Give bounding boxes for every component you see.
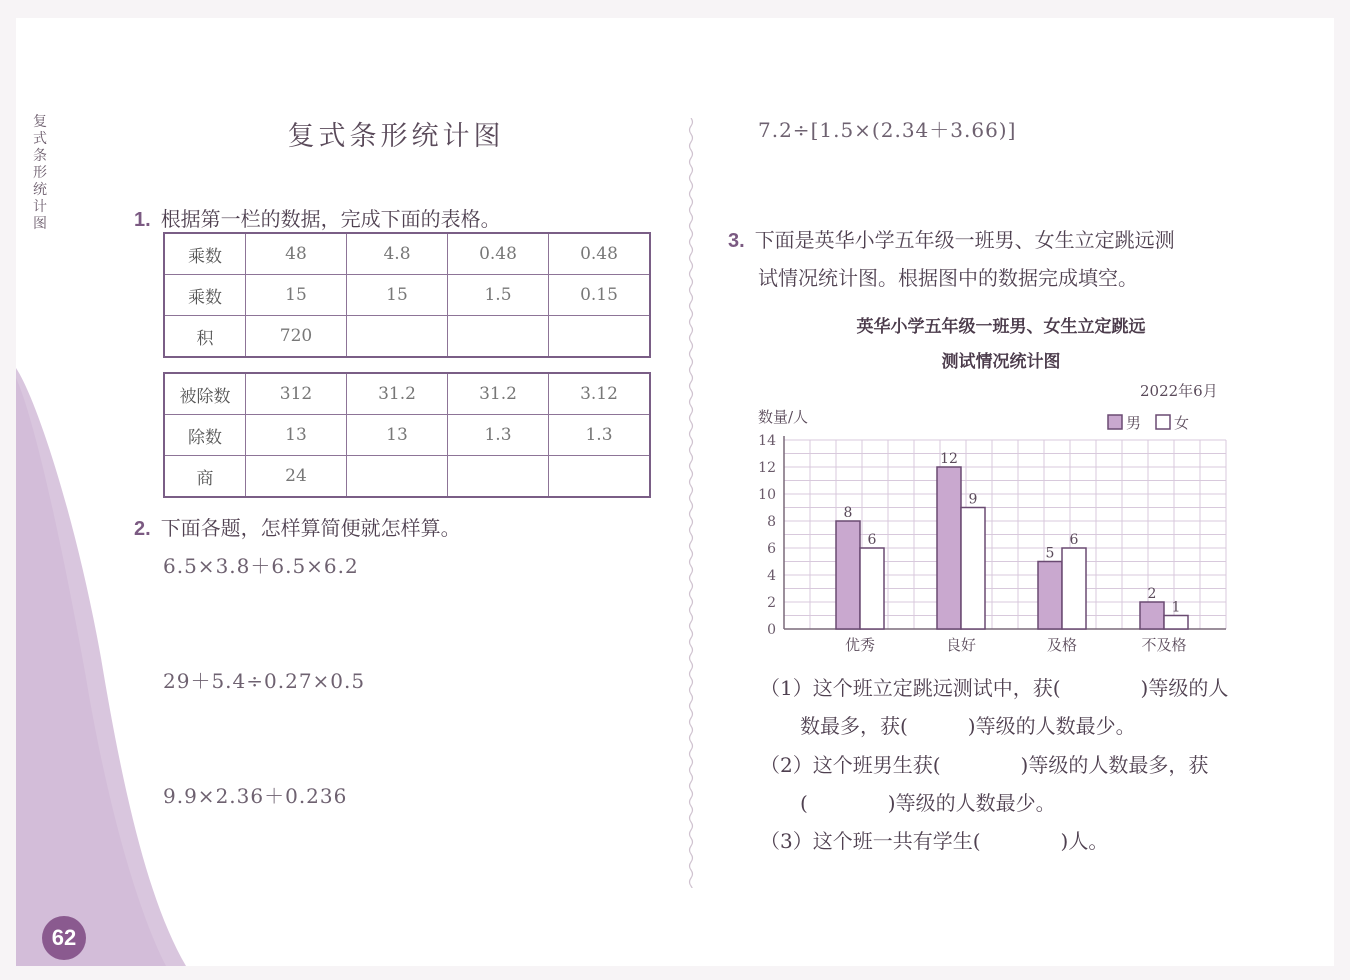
expression-2: 29＋5.4÷0.27×0.5 <box>163 669 366 693</box>
data-label: 12 <box>940 451 958 467</box>
legend-label-female: 女 <box>1174 414 1190 432</box>
bar-female <box>961 508 985 630</box>
y-tick-label: 8 <box>767 514 776 530</box>
bar-male <box>1038 562 1062 630</box>
answer-cell[interactable] <box>549 316 651 358</box>
table-cell: 商 <box>164 456 246 498</box>
side-char: 形 <box>33 165 47 181</box>
table-row <box>164 233 650 275</box>
table-row <box>164 373 650 415</box>
table-row <box>164 415 650 456</box>
question-2 <box>134 512 461 541</box>
bar-female <box>1062 548 1086 629</box>
answer-cell[interactable] <box>347 456 448 498</box>
bar-female <box>860 548 884 629</box>
x-tick-label: 良好 <box>945 636 977 654</box>
legend-swatch-male <box>1108 415 1122 429</box>
fill-blank-2b[interactable]: ( )等级的人数最少。 <box>800 791 1056 815</box>
table-cell: 31.2 <box>448 373 549 415</box>
bar-male <box>836 521 860 629</box>
y-tick-label: 6 <box>767 541 776 557</box>
table-cell: 乘数 <box>164 275 246 316</box>
table-cell: 0.15 <box>549 275 651 316</box>
table-cell: 积 <box>164 316 246 358</box>
table-cell: 312 <box>246 373 347 415</box>
side-char: 计 <box>33 199 47 215</box>
data-label: 5 <box>1045 545 1055 562</box>
y-tick-label: 2 <box>767 595 776 611</box>
y-tick-label: 4 <box>767 568 776 584</box>
fill-blank-2a[interactable]: （2）这个班男生获( )等级的人数最多，获 <box>760 753 1209 777</box>
page-number-badge: 62 <box>42 916 86 960</box>
question-3-line-2: 试情况统计图。根据图中的数据完成填空。 <box>758 266 1138 290</box>
legend-swatch-female <box>1156 415 1170 429</box>
data-label: 8 <box>843 505 853 521</box>
table-row <box>164 456 650 498</box>
data-label: 9 <box>968 491 978 508</box>
question-1 <box>134 203 501 232</box>
answer-cell[interactable] <box>448 456 549 498</box>
table-cell: 13 <box>347 415 448 456</box>
y-tick-label: 14 <box>758 433 776 449</box>
question-text: 下面是英华小学五年级一班男、女生立定跳远测 <box>754 228 1175 252</box>
chart-subtitle: 测试情况统计图 <box>941 352 1061 371</box>
table-cell: 31.2 <box>347 373 448 415</box>
x-tick-label: 优秀 <box>844 636 876 654</box>
table-row <box>164 316 650 358</box>
table-cell: 15 <box>347 275 448 316</box>
y-tick-label: 0 <box>767 622 776 638</box>
table-cell: 3.12 <box>549 373 651 415</box>
table-cell: 被除数 <box>164 373 246 415</box>
table-cell: 24 <box>246 456 347 498</box>
table-cell: 13 <box>246 415 347 456</box>
table-cell: 除数 <box>164 415 246 456</box>
bar-male <box>1140 602 1164 629</box>
y-tick-label: 12 <box>758 460 776 476</box>
y-axis-label: 数量/人 <box>758 408 809 426</box>
side-chapter-label <box>30 114 50 233</box>
side-char: 条 <box>33 148 47 164</box>
question-text: 下面各题，怎样算简便就怎样算。 <box>160 516 461 540</box>
question-number: 3. <box>728 230 745 252</box>
division-table <box>163 372 651 498</box>
table-cell: 1.3 <box>549 415 651 456</box>
table-cell: 乘数 <box>164 233 246 275</box>
side-char: 式 <box>33 131 47 147</box>
expression-1: 6.5×3.8＋6.5×6.2 <box>163 554 359 578</box>
data-label: 1 <box>1171 599 1181 616</box>
table-cell: 720 <box>246 316 347 358</box>
answer-cell[interactable] <box>448 316 549 358</box>
data-label: 6 <box>867 532 877 548</box>
expression-3: 9.9×2.36＋0.236 <box>163 784 348 808</box>
table-cell: 4.8 <box>347 233 448 275</box>
x-tick-label: 不及格 <box>1141 636 1187 654</box>
chart-title: 英华小学五年级一班男、女生立定跳远 <box>856 317 1146 336</box>
table-cell: 1.5 <box>448 275 549 316</box>
answer-cell[interactable] <box>347 316 448 358</box>
double-bar-chart <box>730 378 1250 658</box>
answer-cell[interactable] <box>549 456 651 498</box>
table-cell: 15 <box>246 275 347 316</box>
table-cell: 0.48 <box>448 233 549 275</box>
page-divider <box>688 118 694 888</box>
workbook-page <box>16 18 1334 966</box>
table-cell: 1.3 <box>448 415 549 456</box>
expression-4: 7.2÷[1.5×(2.34＋3.66)] <box>758 118 1017 142</box>
data-label: 6 <box>1069 532 1079 548</box>
fill-blank-1a[interactable]: （1）这个班立定跳远测试中，获( )等级的人 <box>760 676 1229 700</box>
side-char: 图 <box>33 216 47 232</box>
side-char: 复 <box>33 114 47 130</box>
y-tick-label: 10 <box>758 487 776 503</box>
fill-blank-1b[interactable]: 数最多，获( )等级的人数最少。 <box>800 714 1136 738</box>
chart-date: 2022年6月 <box>1140 382 1218 400</box>
question-3 <box>728 224 1175 253</box>
table-row <box>164 275 650 316</box>
question-number: 2. <box>134 518 151 540</box>
question-text: 根据第一栏的数据，完成下面的表格。 <box>160 207 501 231</box>
side-char: 统 <box>33 182 47 198</box>
table-cell: 0.48 <box>549 233 651 275</box>
table-cell: 48 <box>246 233 347 275</box>
bar-female <box>1164 616 1188 630</box>
legend-label-male: 男 <box>1126 414 1142 432</box>
page-title: 复式条形统计图 <box>287 121 505 152</box>
bar-male <box>937 467 961 629</box>
fill-blank-3[interactable]: （3）这个班一共有学生( )人。 <box>760 829 1109 853</box>
data-label: 2 <box>1147 586 1157 602</box>
x-tick-label: 及格 <box>1046 636 1078 654</box>
question-number: 1. <box>134 209 151 231</box>
multiplication-table <box>163 232 651 358</box>
